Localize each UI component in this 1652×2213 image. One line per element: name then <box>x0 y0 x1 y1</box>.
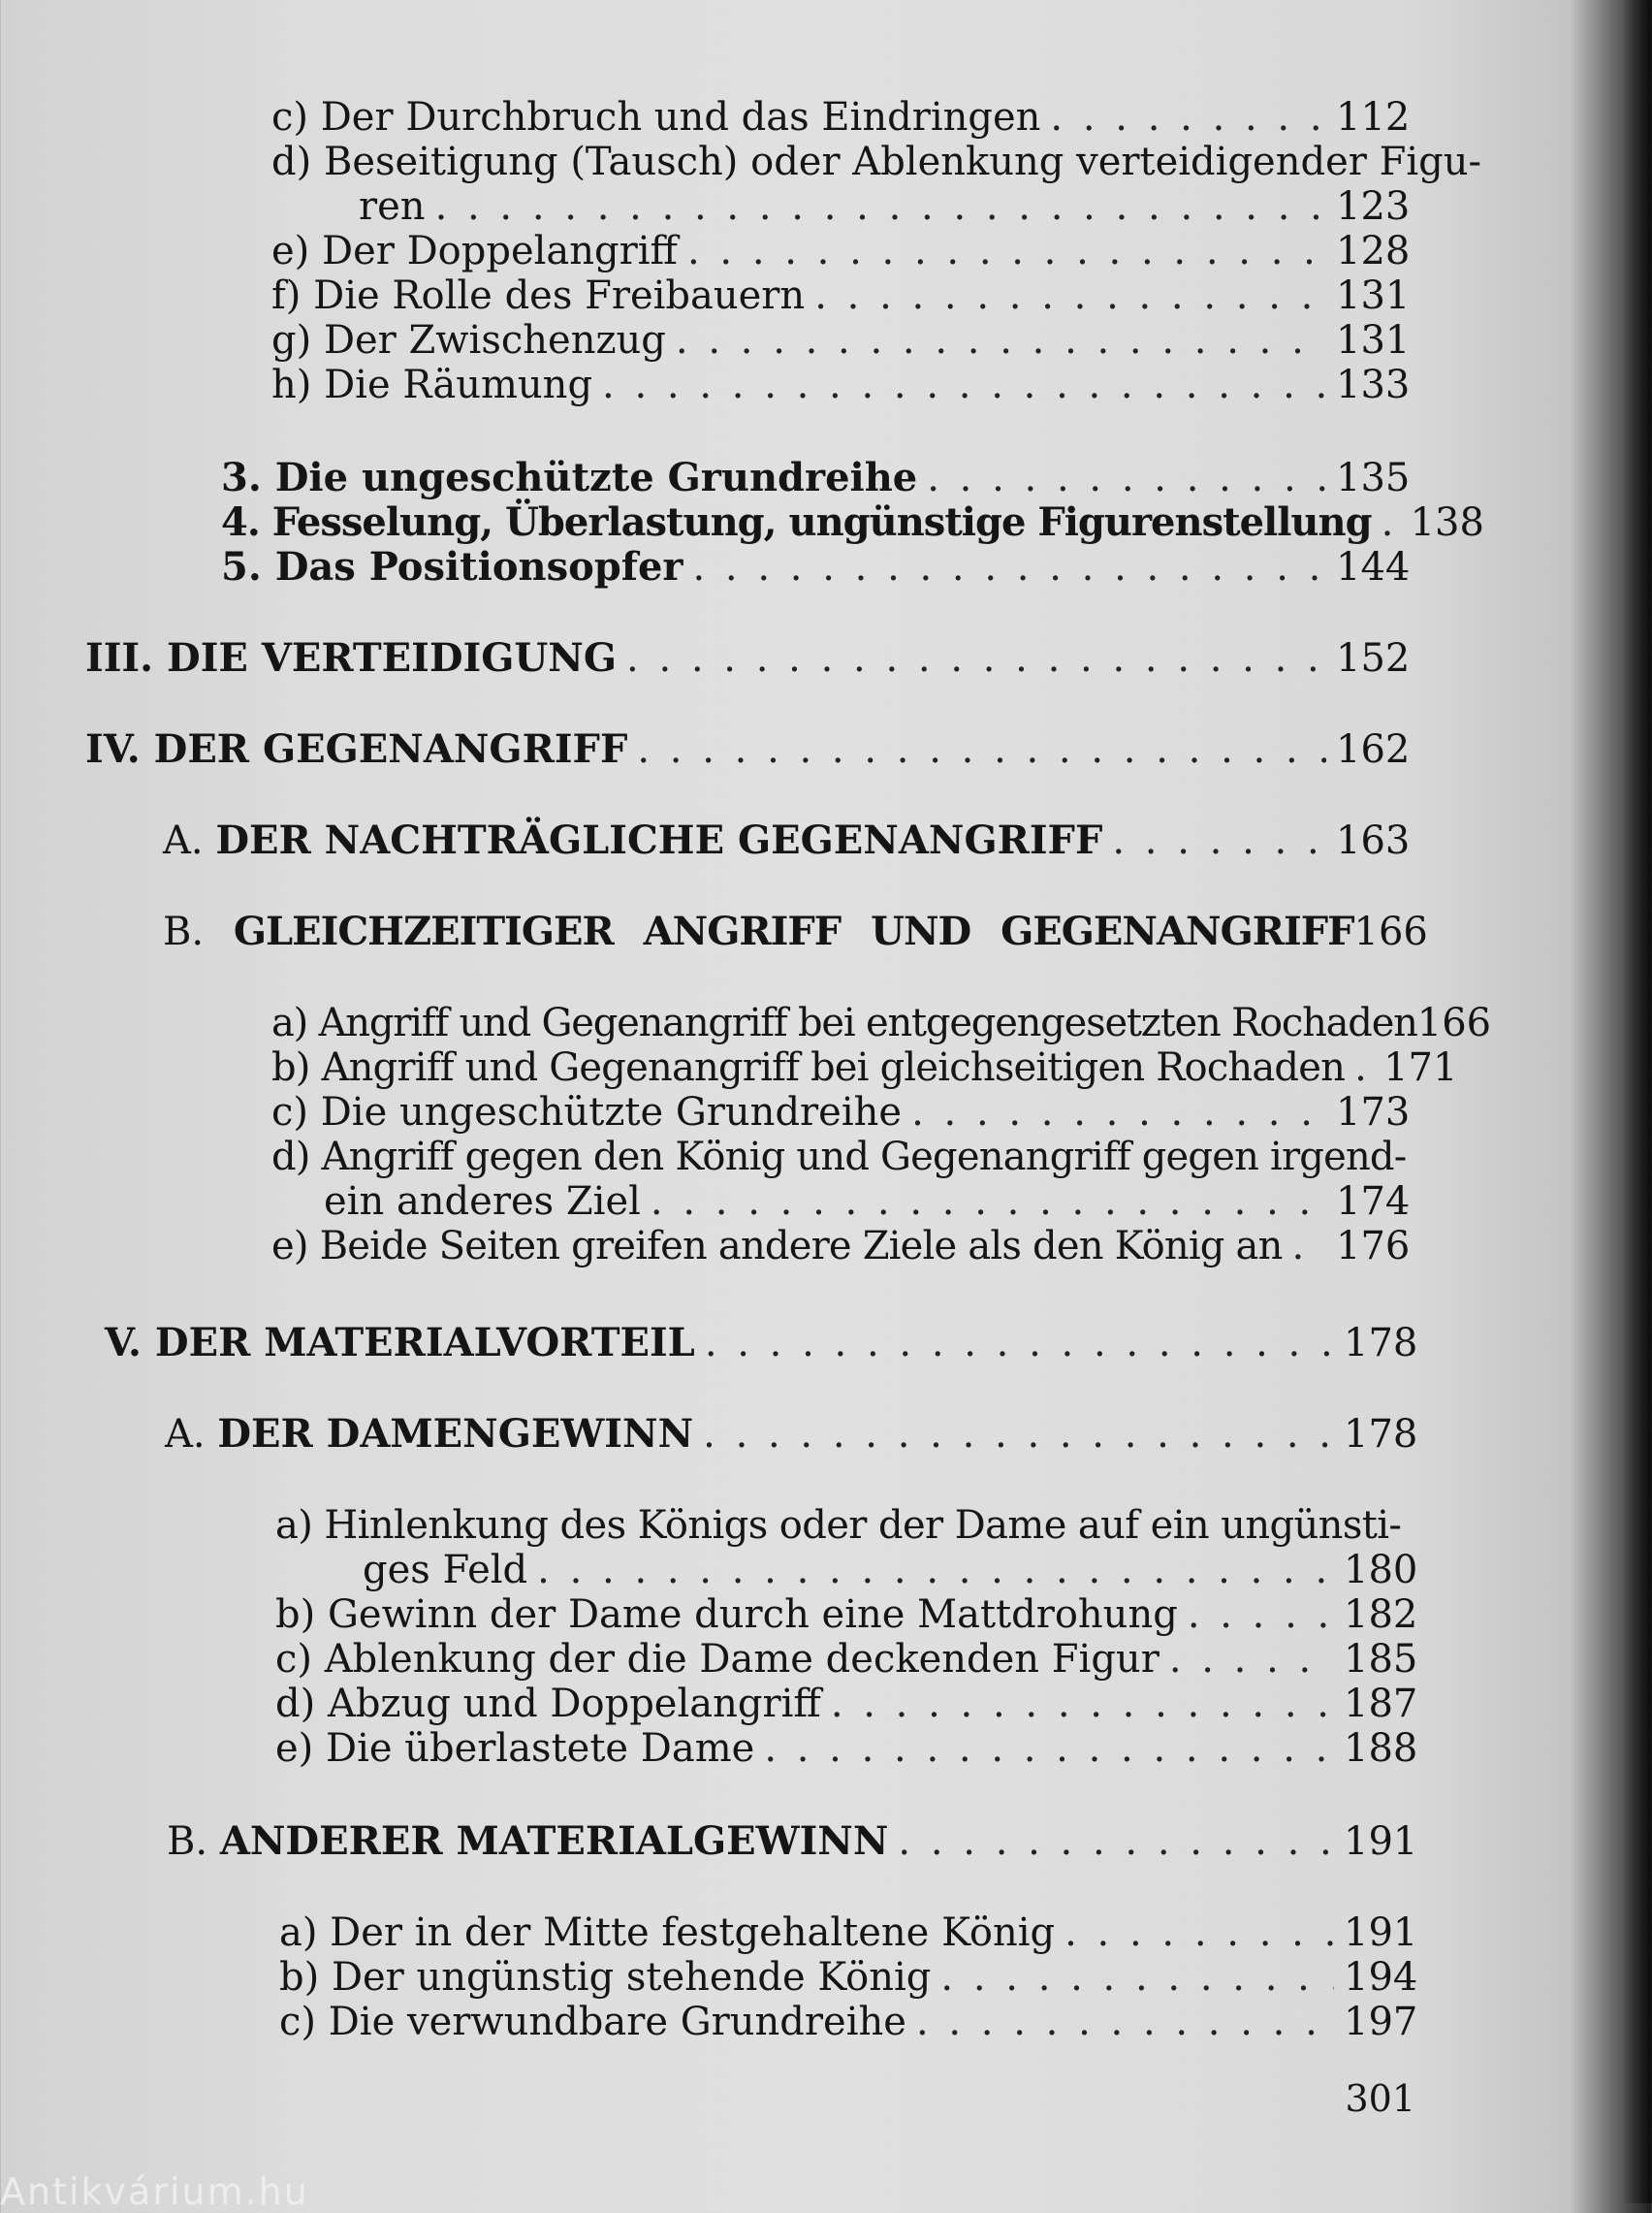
subchapter-marker: B. <box>163 910 205 954</box>
subchapter-marker: B. <box>167 1819 208 1864</box>
entry-page: 185 <box>1344 1637 1418 1682</box>
entry-marker: a) <box>275 1503 313 1548</box>
entry-page: 197 <box>1344 2000 1418 2044</box>
dot-leader <box>911 1090 1326 1135</box>
entry-continuation: ren <box>359 184 426 229</box>
entry-page: 128 <box>1336 229 1411 273</box>
dot-leader <box>626 636 1326 681</box>
dot-leader <box>764 1726 1334 1771</box>
entry-marker: b) <box>279 1955 320 2000</box>
entry-continuation: ges Feld <box>363 1548 528 1592</box>
entry-label: Der in der Mitte festgehaltene König <box>330 1910 1056 1955</box>
toc-chapter <box>85 726 1411 772</box>
entry-page: 138 <box>1410 500 1484 545</box>
dot-leader <box>1382 500 1401 545</box>
entry-label: Angriff und Gegenangriff bei entgegengesetzten Rochaden <box>318 1001 1417 1045</box>
dot-leader <box>692 545 1326 590</box>
entry-label: Der Doppelangriff <box>322 229 678 273</box>
entry-page: 123 <box>1336 184 1411 229</box>
dot-leader <box>1050 95 1326 140</box>
entry-marker: f) <box>271 273 302 318</box>
dot-leader <box>537 1548 1334 1592</box>
entry-marker: c) <box>279 2000 317 2044</box>
dot-leader <box>1112 818 1326 863</box>
toc-entry <box>275 1726 1418 1771</box>
entry-marker: 3. <box>221 455 262 500</box>
toc-subchapter <box>167 1818 1418 1864</box>
toc-entry-line1 <box>271 140 1481 184</box>
entry-marker: h) <box>271 363 312 407</box>
toc-entry-bold <box>221 544 1411 590</box>
chapter-title: DER MATERIALVORTEIL <box>154 1320 695 1365</box>
dot-leader <box>898 1819 1334 1864</box>
toc-entry-line1 <box>275 1503 1401 1548</box>
entry-marker: c) <box>275 1637 313 1682</box>
watermark-logo: Antikvárium.hu <box>0 2170 309 2213</box>
page-number: 301 <box>1345 2077 1415 2120</box>
entry-label: Angriff und Gegenangriff bei gleichseitigen Rochaden <box>321 1045 1346 1090</box>
dot-leader <box>940 1955 1334 2000</box>
toc-chapter <box>105 1320 1418 1365</box>
toc-subchapter <box>163 909 1428 954</box>
entry-page: 180 <box>1344 1548 1418 1592</box>
subchapter-title: DER DAMENGEWINN <box>217 1411 694 1457</box>
entry-page: 131 <box>1336 273 1411 318</box>
entry-page: 162 <box>1336 727 1411 772</box>
dot-leader <box>602 363 1326 407</box>
entry-marker: e) <box>271 229 310 273</box>
entry-page: 135 <box>1336 456 1411 500</box>
dot-leader <box>651 1179 1326 1224</box>
entry-page: 131 <box>1336 318 1411 363</box>
toc-entry-bold <box>221 499 1484 545</box>
entry-marker: d) <box>271 1135 310 1179</box>
entry-page: 178 <box>1344 1412 1418 1457</box>
toc-entry-line1 <box>271 1135 1406 1179</box>
entry-label: Die Räumung <box>324 363 593 407</box>
entry-continuation: ein anderes Ziel <box>324 1179 641 1224</box>
chapter-title: DER GEGENANGRIFF <box>153 726 628 772</box>
entry-label: Die ungeschützte Grundreihe <box>320 1090 903 1135</box>
dot-leader <box>916 2000 1334 2044</box>
entry-label: Beseitigung (Tausch) oder Ablenkung verteidigender Figu- <box>323 140 1482 184</box>
dot-leader <box>676 318 1326 363</box>
chapter-marker: III. <box>85 635 154 681</box>
dot-leader <box>637 727 1326 772</box>
toc-subchapter <box>163 818 1411 863</box>
entry-page: 194 <box>1344 1955 1418 2000</box>
toc-entry <box>279 1910 1418 1955</box>
entry-label: Der ungünstig stehende König <box>331 1955 932 2000</box>
toc-entry-continuation <box>359 184 1411 229</box>
toc-entry <box>279 2000 1418 2044</box>
entry-label: Beide Seiten greifen andere Ziele als den König an <box>319 1224 1283 1268</box>
entry-page: 163 <box>1336 818 1411 863</box>
entry-marker: a) <box>271 1001 308 1045</box>
entry-marker: a) <box>279 1910 318 1955</box>
dot-leader <box>435 184 1326 229</box>
toc-entry <box>275 1682 1418 1726</box>
subchapter-title: DER NACHTRÄGLICHE GEGENANGRIFF <box>215 818 1103 863</box>
entry-marker: b) <box>275 1592 316 1637</box>
entry-page: 166 <box>1353 910 1428 954</box>
entry-page: 144 <box>1336 545 1411 590</box>
entry-marker: b) <box>271 1045 310 1090</box>
entry-marker: d) <box>275 1682 316 1726</box>
entry-label: Fesselung, Überlastung, ungünstige Figurenstellung <box>271 499 1372 545</box>
entry-marker: g) <box>271 318 312 363</box>
dot-leader <box>703 1412 1334 1457</box>
entry-page: 173 <box>1336 1090 1411 1135</box>
toc-entry-bold <box>221 455 1411 500</box>
subchapter-marker: A. <box>165 1412 206 1457</box>
toc-entry <box>275 1592 1418 1637</box>
subchapter-marker: A. <box>163 818 204 863</box>
dot-leader <box>1169 1637 1334 1682</box>
dot-leader <box>705 1321 1334 1365</box>
toc-chapter <box>85 635 1411 681</box>
entry-marker: e) <box>275 1726 314 1771</box>
toc-entry <box>275 1637 1418 1682</box>
dot-leader <box>927 456 1326 500</box>
dot-leader <box>1064 1910 1334 1955</box>
entry-page: 191 <box>1344 1910 1418 1955</box>
entry-marker: 5. <box>221 544 262 590</box>
toc-entry <box>271 1224 1411 1268</box>
dot-leader <box>687 229 1326 273</box>
dot-leader <box>1354 1045 1374 1090</box>
entry-page: 166 <box>1416 1001 1492 1045</box>
toc-entry <box>271 1090 1411 1135</box>
entry-label: Gewinn der Dame durch eine Mattdrohung <box>327 1592 1178 1637</box>
entry-page: 152 <box>1336 636 1411 681</box>
toc-entry <box>271 318 1411 363</box>
entry-label: Die überlastete Dame <box>326 1726 755 1771</box>
chapter-marker: V. <box>105 1320 142 1365</box>
entry-label: Abzug und Doppelangriff <box>327 1682 821 1726</box>
entry-label: Angriff gegen den König und Gegenangriff gegen irgend- <box>321 1135 1407 1179</box>
entry-page: 178 <box>1344 1321 1418 1365</box>
toc-entry-continuation <box>324 1179 1411 1224</box>
toc-entry-continuation <box>363 1548 1418 1592</box>
entry-page: 176 <box>1336 1224 1411 1268</box>
subchapter-title: GLEICHZEITIGER ANGRIFF UND GEGENANGRIFF <box>233 909 1354 954</box>
dot-leader <box>1292 1224 1326 1268</box>
entry-page: 187 <box>1344 1682 1418 1726</box>
dot-leader <box>831 1682 1334 1726</box>
entry-label: Hinlenkung des Königs oder der Dame auf ein ungünsti- <box>324 1503 1402 1548</box>
entry-page: 133 <box>1336 363 1411 407</box>
entry-page: 191 <box>1344 1819 1418 1864</box>
dot-leader <box>1188 1592 1334 1637</box>
entry-marker: d) <box>271 140 312 184</box>
entry-page: 174 <box>1336 1179 1411 1224</box>
entry-label: Die ungeschützte Grundreihe <box>274 455 918 500</box>
toc-entry <box>271 1001 1492 1045</box>
entry-page: 188 <box>1344 1726 1418 1771</box>
entry-label: Der Durchbruch und das Eindringen <box>320 95 1041 140</box>
entry-marker: c) <box>271 1090 309 1135</box>
entry-page: 171 <box>1383 1045 1458 1090</box>
toc-entry <box>271 229 1411 273</box>
entry-page: 182 <box>1344 1592 1418 1637</box>
entry-label: Das Positionsopfer <box>274 544 683 590</box>
chapter-title: DIE VERTEIDIGUNG <box>167 635 618 681</box>
entry-label: Die Rolle des Freibauern <box>313 273 806 318</box>
toc-entry <box>271 273 1411 318</box>
dot-leader <box>814 273 1326 318</box>
entry-label: Die verwundbare Grundreihe <box>328 2000 906 2044</box>
subchapter-title: ANDERER MATERIALGEWINN <box>219 1818 889 1864</box>
entry-page: 112 <box>1336 95 1411 140</box>
toc-entry <box>271 95 1411 140</box>
toc-subchapter <box>165 1411 1418 1457</box>
page-edge-shadow <box>1623 0 1652 2203</box>
entry-marker: e) <box>271 1224 308 1268</box>
toc-entry <box>279 1955 1418 2000</box>
entry-marker: 4. <box>221 499 260 545</box>
toc-entry <box>271 363 1411 407</box>
entry-label: Ablenkung der die Dame deckenden Figur <box>324 1637 1160 1682</box>
entry-marker: c) <box>271 95 309 140</box>
toc-entry <box>271 1045 1458 1090</box>
chapter-marker: IV. <box>85 726 141 772</box>
entry-label: Der Zwischenzug <box>323 318 666 363</box>
